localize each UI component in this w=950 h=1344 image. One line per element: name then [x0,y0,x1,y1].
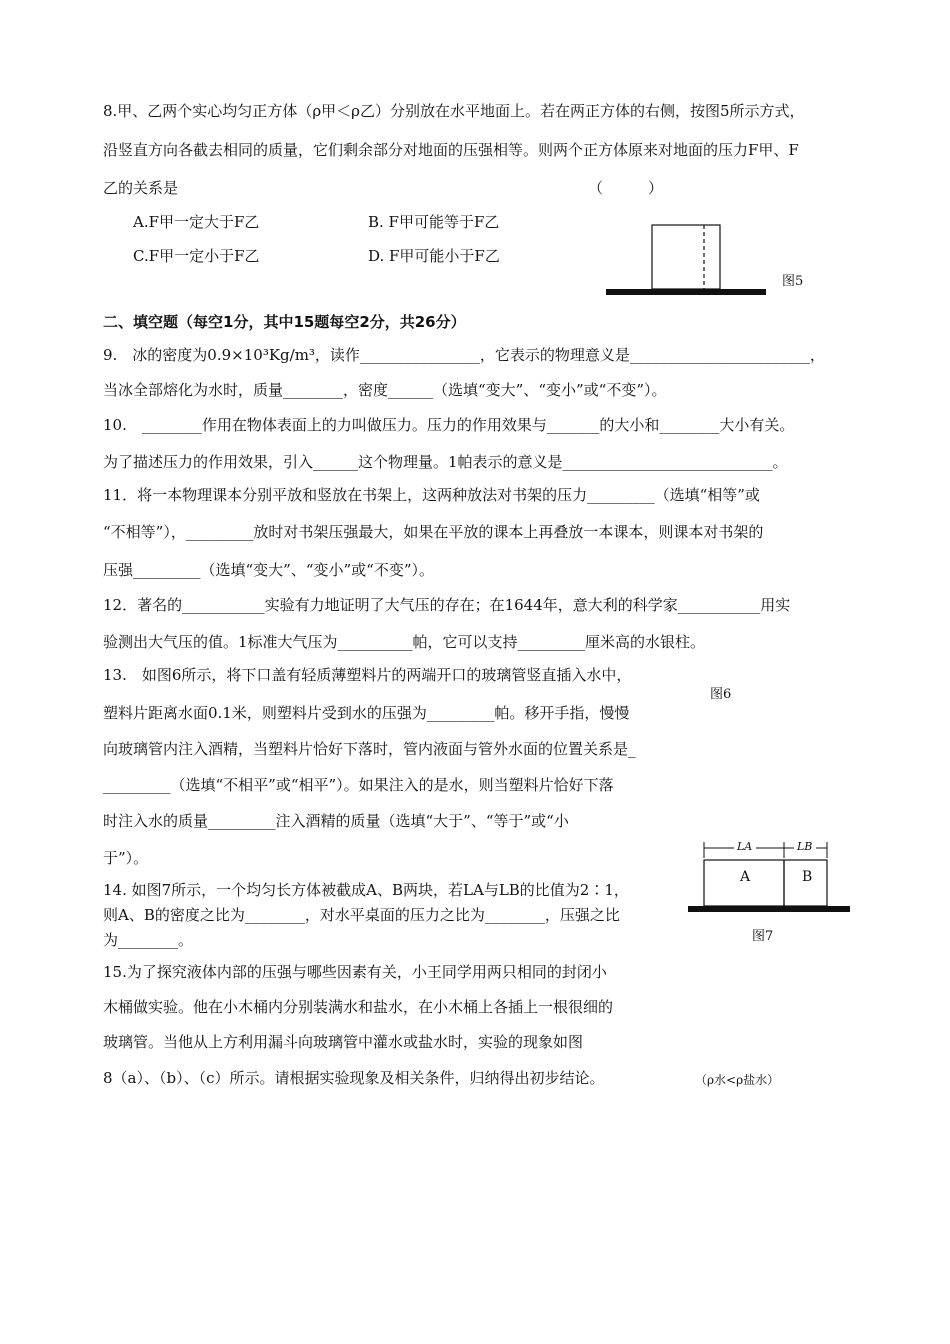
q14-line-2: 则A、B的密度之比为________，对水平桌面的压力之比为________，压强之比 [103,906,620,924]
q9-line-2: 当冰全部熔化为水时，质量________，密度______（选填“变大”、“变小”或“不变”）。 [103,381,667,399]
cube-outline [652,225,720,289]
q10-line-1: 10. ________作用在物体表面上的力叫做压力。压力的作用效果与_______的大小和________大小有关。 [103,416,795,434]
figure-7-caption: 图7 [752,929,774,944]
q13-line-5: 时注入水的质量_________注入酒精的质量（选填“大于”、“等于”或“小 [103,812,569,830]
q13-line-3: 向玻璃管内注入酒精，当塑料片恰好下落时，管内液面与管外水面的位置关系是_ [103,740,636,758]
dim-label-b: LB [797,840,813,853]
q9-line-1: 9. 冰的密度为0.9×10³Kg/m³，读作________________，它表示的物理意义是________________________， [103,346,825,364]
q15-density-note: （ρ水<ρ盐水） [695,1073,780,1087]
q8-line-1: 8.甲、乙两个实心均匀正方体（ρ甲＜ρ乙）分别放在水平地面上。若在两正方体的右侧，按图5所示方式， [103,102,805,120]
q12-line-1: 12．著名的___________实验有力地证明了大气压的存在；在1644年，意大利的科学家___________用实 [103,596,791,614]
q15-line-1: 15.为了探究液体内部的压强与哪些因素有关，小王同学用两只相同的封闭小 [103,963,607,981]
q11-line-1: 11．将一本物理课本分别平放和竖放在书架上，这两种放法对书架的压力_________（选填“相等”或 [103,486,760,504]
figure-5-caption: 图5 [782,274,804,289]
q11-line-3: 压强_________（选填“变大”、“变小”或“不变”）。 [103,561,435,579]
q8-line-2: 沿竖直方向各截去相同的质量，它们剩余部分对地面的压强相等。则两个正方体原来对地面的压力F甲、F [103,141,799,159]
q13-line-6: 于”）。 [103,849,149,867]
q10-line-2: 为了描述压力的作用效果，引入______这个物理量。1帕表示的意义是____________________________。 [103,453,788,471]
q14-line-3: 为________。 [103,931,194,949]
figure-6-caption: 图6 [710,687,732,702]
block-b-label: B [802,869,813,885]
q13-line-1: 13. 如图6所示，将下口盖有轻质薄塑料片的两端开口的玻璃管竖直插入水中， [103,666,632,684]
q8-option-b: B. F甲可能等于F乙 [368,213,500,231]
block-a-label: A [740,869,751,885]
q11-line-2: “不相等”），_________放时对书架压强最大，如果在平放的课本上再叠放一本课本，则课本对书架的 [103,523,764,541]
figure-5-diagram [600,220,780,300]
q14-line-1: 14. 如图7所示，一个均匀长方体被截成A、B两块，若LA与LB的比值为2∶1， [103,881,629,899]
dim-label-a: LA [737,840,753,853]
q8-line-3: 乙的关系是 [103,179,179,197]
table-bar [688,906,850,912]
q8-answer-paren: （ ） [588,179,664,197]
ground-bar [606,289,766,295]
figure-7-diagram [688,838,858,918]
q15-line-4: 8（a）、（b）、（c）所示。请根据实验现象及相关条件，归纳得出初步结论。 [103,1069,605,1087]
q15-line-3: 玻璃管。当他从上方利用漏斗向玻璃管中灌水或盐水时，实验的现象如图 [103,1033,584,1051]
q15-line-2: 木桶做实验。他在小木桶内分别装满水和盐水，在小木桶上各插上一根很细的 [103,998,614,1016]
q13-line-4: _________（选填“不相平”或“相平”）。如果注入的是水，则当塑料片恰好下落 [103,776,614,794]
section-heading: 二、填空题（每空1分，其中15题每空2分，共26分） [103,313,466,331]
q12-line-2: 验测出大气压的值。1标准大气压为__________帕，它可以支持_________厘米高的水银柱。 [103,633,706,651]
q8-option-d: D. F甲可能小于F乙 [368,247,500,265]
q8-option-c: C.F甲一定小于F乙 [133,247,260,265]
q13-line-2: 塑料片距离水面0.1米，则塑料片受到水的压强为_________帕。移开手指，慢慢 [103,704,630,722]
q8-option-a: A.F甲一定大于F乙 [133,213,260,231]
